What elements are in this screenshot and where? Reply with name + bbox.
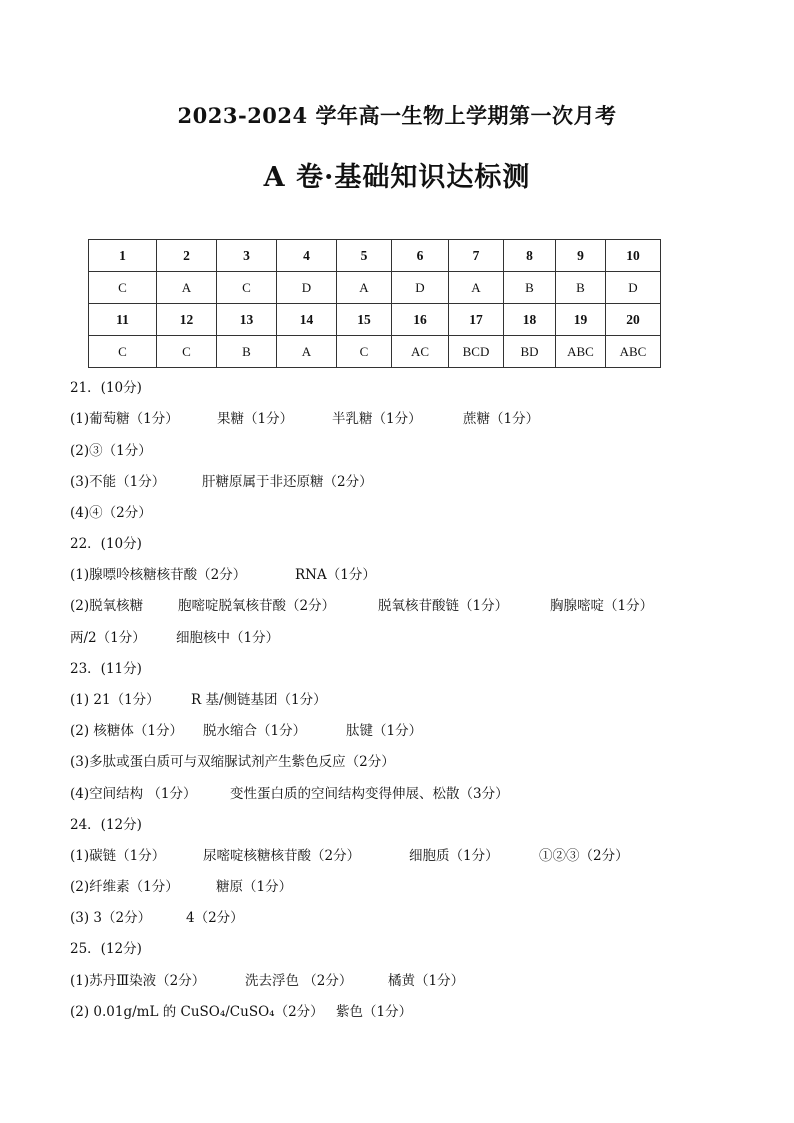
- answer-text: (2)③（1分）: [70, 443, 152, 459]
- answer-table-answer-row-2: [89, 336, 661, 368]
- answer-text: 4（2分）: [186, 910, 244, 926]
- question-number: 6: [392, 240, 449, 272]
- answer-table-number-row-1: [89, 240, 661, 272]
- answer-cell: ABC: [556, 336, 606, 368]
- question-number: 17: [449, 304, 504, 336]
- answer-text: 糖原（1分）: [216, 879, 293, 895]
- answer-text: 脱水缩合（1分）: [203, 723, 307, 739]
- answer-text: (2)纤维素（1分）: [70, 879, 179, 895]
- answer-text: 变性蛋白质的空间结构变得伸展、松散（3分）: [230, 786, 509, 802]
- q23-title: 23．(11分): [70, 661, 142, 677]
- question-number: 5: [337, 240, 392, 272]
- answer-text: 胸腺嘧啶（1分）: [550, 598, 654, 614]
- question-number: 14: [277, 304, 337, 336]
- answer-text: (3)不能（1分）: [70, 474, 166, 490]
- question-number: 1: [89, 240, 157, 272]
- question-number: 13: [217, 304, 277, 336]
- q25-title: 25．(12分): [70, 941, 142, 957]
- answer-text: 胞嘧啶脱氧核苷酸（2分）: [178, 598, 336, 614]
- answer-cell: ABC: [606, 336, 661, 368]
- question-number: 20: [606, 304, 661, 336]
- answer-cell: C: [337, 336, 392, 368]
- answer-text: (1)葡萄糖（1分）: [70, 411, 179, 427]
- answer-table: [88, 239, 661, 368]
- answer-text: 紫色（1分）: [336, 1004, 413, 1020]
- question-number: 10: [606, 240, 661, 272]
- answer-text: (4)④（2分）: [70, 505, 152, 521]
- question-number: 18: [504, 304, 556, 336]
- answer-cell: B: [217, 336, 277, 368]
- answer-text: (3)多肽或蛋白质可与双缩脲试剂产生紫色反应（2分）: [70, 754, 395, 770]
- q24-title: 24．(12分): [70, 817, 142, 833]
- question-number: 15: [337, 304, 392, 336]
- q21-title: 21．(10分): [70, 380, 142, 396]
- question-number: 3: [217, 240, 277, 272]
- answer-text: 橘黄（1分）: [388, 973, 465, 989]
- answer-text: 半乳糖（1分）: [332, 411, 422, 427]
- question-number: 8: [504, 240, 556, 272]
- answer-cell: D: [392, 272, 449, 304]
- answer-cell: B: [556, 272, 606, 304]
- answer-cell: C: [157, 336, 217, 368]
- answer-text: 肝糖原属于非还原糖（2分）: [202, 474, 373, 490]
- question-number: 4: [277, 240, 337, 272]
- question-number: 7: [449, 240, 504, 272]
- answer-cell: A: [157, 272, 217, 304]
- answer-text: 蔗糖（1分）: [463, 411, 540, 427]
- q22-title: 22．(10分): [70, 536, 142, 552]
- answer-cell: C: [89, 336, 157, 368]
- answer-text: 洗去浮色 （2分）: [245, 973, 353, 989]
- exam-subtitle: A 卷·基础知识达标测: [263, 162, 531, 193]
- answer-text: 脱氧核苷酸链（1分）: [378, 598, 509, 614]
- answer-text: 两/2（1分）: [70, 630, 146, 646]
- answer-text: (4)空间结构 （1分）: [70, 786, 197, 802]
- question-number: 16: [392, 304, 449, 336]
- question-number: 11: [89, 304, 157, 336]
- answer-cell: C: [89, 272, 157, 304]
- answer-text: RNA（1分）: [295, 567, 376, 583]
- answer-cell: D: [277, 272, 337, 304]
- answer-text: 肽键（1分）: [346, 723, 423, 739]
- answer-text: 果糖（1分）: [217, 411, 294, 427]
- answer-text: 尿嘧啶核糖核苷酸（2分）: [203, 848, 361, 864]
- answer-text: (1)碳链（1分）: [70, 848, 166, 864]
- answer-text: (3) 3（2分）: [70, 910, 152, 926]
- answer-table-answer-row-1: [89, 272, 661, 304]
- answer-cell: D: [606, 272, 661, 304]
- answer-cell: BCD: [449, 336, 504, 368]
- answer-cell: BD: [504, 336, 556, 368]
- answer-cell: AC: [392, 336, 449, 368]
- answer-text: (1)苏丹Ⅲ染液（2分）: [70, 973, 206, 989]
- answer-text: (1)腺嘌呤核糖核苷酸（2分）: [70, 567, 247, 583]
- question-number: 9: [556, 240, 606, 272]
- answer-cell: B: [504, 272, 556, 304]
- question-number: 12: [157, 304, 217, 336]
- answer-text: (2) 0.01g/mL 的 CuSO₄/CuSO₄（2分）: [70, 1004, 324, 1020]
- answer-cell: A: [449, 272, 504, 304]
- exam-title: 2023-2024 学年高一生物上学期第一次月考: [177, 103, 617, 128]
- question-number: 2: [157, 240, 217, 272]
- answer-text: R 基/侧链基团（1分）: [191, 692, 327, 708]
- answer-text: ①②③（2分）: [539, 848, 629, 864]
- answer-text: 细胞质（1分）: [409, 848, 499, 864]
- question-number: 19: [556, 304, 606, 336]
- answer-cell: A: [337, 272, 392, 304]
- answer-text: (2) 核糖体（1分）: [70, 723, 184, 739]
- answer-cell: A: [277, 336, 337, 368]
- answer-text: 细胞核中（1分）: [176, 630, 280, 646]
- answer-cell: C: [217, 272, 277, 304]
- answer-text: (2)脱氧核糖: [70, 598, 144, 614]
- answer-text: (1) 21（1分）: [70, 692, 160, 708]
- answer-table-number-row-2: [89, 304, 661, 336]
